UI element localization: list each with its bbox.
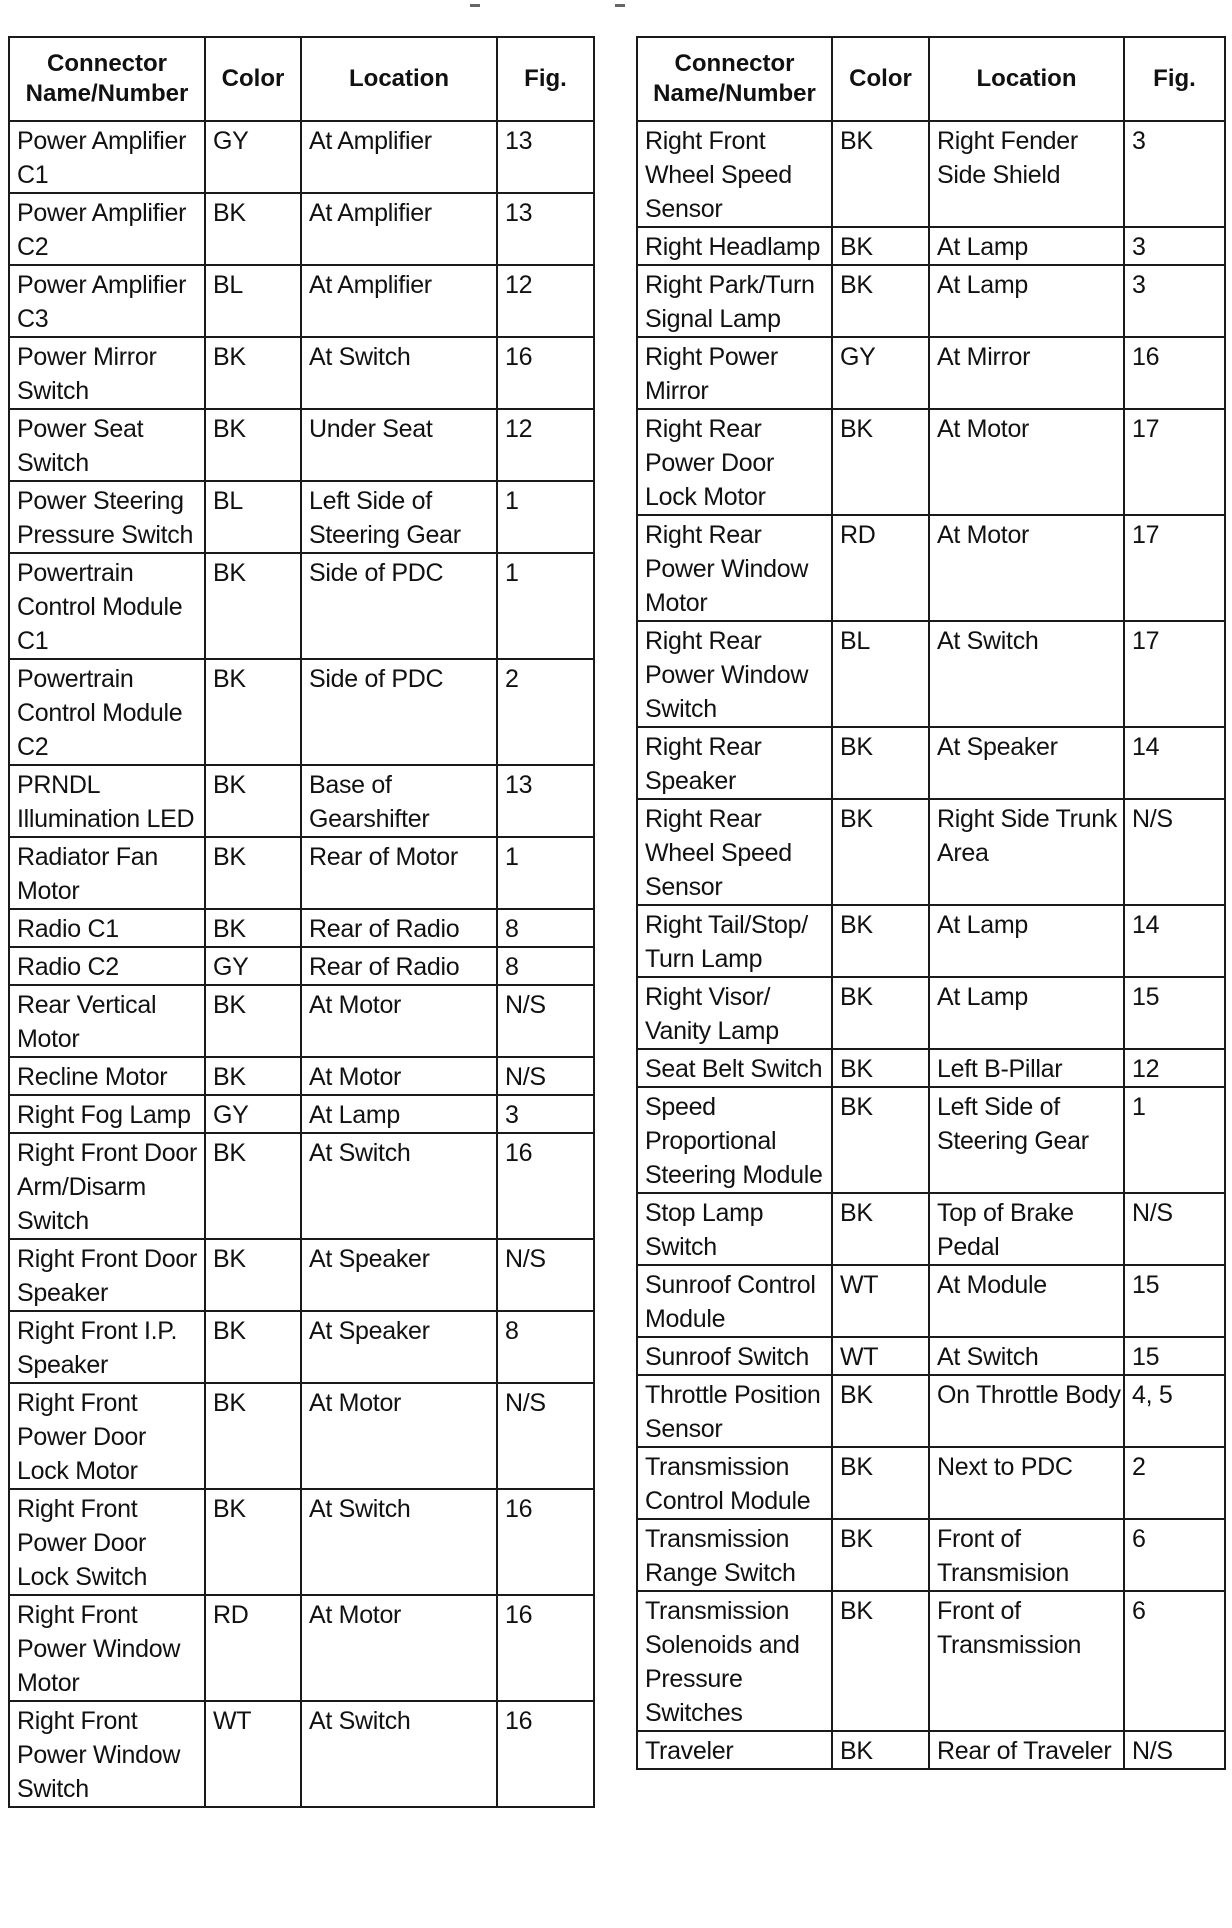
table-row — [9, 121, 594, 193]
cell-name: Right Front Power Window Switch — [9, 1701, 205, 1807]
cell-name: Right Rear Power Door Lock Motor — [637, 409, 832, 515]
cell-location: Rear of Radio — [301, 947, 497, 985]
cell-name: Stop Lamp Switch — [637, 1193, 832, 1265]
cell-fig: N/S — [1124, 1193, 1225, 1265]
cell-color: BK — [205, 985, 301, 1057]
cell-name: Power Amplifier C3 — [9, 265, 205, 337]
cell-name: Traveler — [637, 1731, 832, 1769]
table-row — [9, 481, 594, 553]
cell-fig: N/S — [497, 1383, 594, 1489]
cell-color: BK — [205, 553, 301, 659]
cell-name: Right Fog Lamp — [9, 1095, 205, 1133]
cell-fig: 15 — [1124, 977, 1225, 1049]
table-header-row — [637, 37, 1225, 121]
cell-fig: 3 — [1124, 265, 1225, 337]
cell-location: Side of PDC — [301, 659, 497, 765]
cell-location: At Lamp — [929, 227, 1124, 265]
table-row — [637, 1337, 1225, 1375]
table-row — [9, 1239, 594, 1311]
cell-fig: 2 — [1124, 1447, 1225, 1519]
header-fig: Fig. — [1124, 37, 1225, 121]
cell-fig: 14 — [1124, 905, 1225, 977]
table-row — [637, 1265, 1225, 1337]
table-row — [9, 765, 594, 837]
cell-name: Radiator Fan Motor — [9, 837, 205, 909]
header-name: Connector Name/Number — [637, 37, 832, 121]
cell-fig: 16 — [497, 1133, 594, 1239]
cell-color: BK — [205, 337, 301, 409]
cell-name: Sunroof Control Module — [637, 1265, 832, 1337]
cell-name: Right Front Power Window Motor — [9, 1595, 205, 1701]
cell-location: At Switch — [301, 1489, 497, 1595]
table-row — [637, 1375, 1225, 1447]
cell-color: WT — [832, 1265, 929, 1337]
cell-location: At Speaker — [929, 727, 1124, 799]
cell-name: Transmission Range Switch — [637, 1519, 832, 1591]
cell-location: At Speaker — [301, 1239, 497, 1311]
cell-fig: 1 — [497, 481, 594, 553]
cell-location: At Switch — [301, 1133, 497, 1239]
cell-location: At Amplifier — [301, 121, 497, 193]
cell-name: Power Mirror Switch — [9, 337, 205, 409]
cell-location: Under Seat — [301, 409, 497, 481]
table-row — [637, 905, 1225, 977]
table-row — [637, 1519, 1225, 1591]
cell-location: At Motor — [301, 1595, 497, 1701]
cell-color: BK — [832, 977, 929, 1049]
cell-color: BK — [832, 1049, 929, 1087]
cell-name: Power Seat Switch — [9, 409, 205, 481]
table-row — [637, 799, 1225, 905]
cell-fig: 3 — [1124, 121, 1225, 227]
cell-name: Right Rear Speaker — [637, 727, 832, 799]
cell-fig: 13 — [497, 121, 594, 193]
cell-location: Right Fender Side Shield — [929, 121, 1124, 227]
cell-name: Powertrain Control Module C1 — [9, 553, 205, 659]
cell-location: At Switch — [301, 337, 497, 409]
cell-fig: N/S — [497, 1239, 594, 1311]
table-row — [637, 265, 1225, 337]
cell-color: BL — [205, 265, 301, 337]
cell-name: Right Front Door Speaker — [9, 1239, 205, 1311]
cell-location: At Motor — [929, 515, 1124, 621]
cell-color: BL — [832, 621, 929, 727]
cell-color: BK — [832, 1591, 929, 1731]
cell-color: BK — [205, 409, 301, 481]
cell-name: Transmission Control Module — [637, 1447, 832, 1519]
cell-color: BK — [832, 799, 929, 905]
cell-color: BK — [205, 837, 301, 909]
cell-location: Next to PDC — [929, 1447, 1124, 1519]
cell-fig: 16 — [1124, 337, 1225, 409]
cell-location: At Speaker — [301, 1311, 497, 1383]
cell-name: Right Visor/ Vanity Lamp — [637, 977, 832, 1049]
cell-fig: 12 — [497, 409, 594, 481]
cell-color: BK — [832, 265, 929, 337]
table-row — [9, 947, 594, 985]
cell-fig: 3 — [1124, 227, 1225, 265]
cell-location: At Mirror — [929, 337, 1124, 409]
cell-fig: 8 — [497, 909, 594, 947]
cell-color: GY — [832, 337, 929, 409]
cell-color: RD — [205, 1595, 301, 1701]
cell-name: Powertrain Control Module C2 — [9, 659, 205, 765]
table-row — [637, 1447, 1225, 1519]
cell-color: BL — [205, 481, 301, 553]
table-row — [9, 985, 594, 1057]
cell-fig: 16 — [497, 337, 594, 409]
cell-location: Front of Transmision — [929, 1519, 1124, 1591]
cell-fig: 17 — [1124, 621, 1225, 727]
table-row — [9, 193, 594, 265]
cell-location: At Lamp — [929, 977, 1124, 1049]
cell-name: Right Rear Wheel Speed Sensor — [637, 799, 832, 905]
cell-color: BK — [832, 1731, 929, 1769]
cell-location: At Motor — [301, 985, 497, 1057]
table-row — [9, 1701, 594, 1807]
cell-location: Top of Brake Pedal — [929, 1193, 1124, 1265]
cell-color: BK — [205, 1057, 301, 1095]
table-row — [9, 1489, 594, 1595]
cell-location: Rear of Radio — [301, 909, 497, 947]
cell-location: On Throttle Body — [929, 1375, 1124, 1447]
cell-fig: 1 — [1124, 1087, 1225, 1193]
cell-color: BK — [205, 1133, 301, 1239]
cell-color: BK — [832, 121, 929, 227]
cell-color: BK — [832, 1519, 929, 1591]
cell-name: Right Front I.P. Speaker — [9, 1311, 205, 1383]
cell-name: Right Front Power Door Lock Switch — [9, 1489, 205, 1595]
header-name: Connector Name/Number — [9, 37, 205, 121]
cell-color: BK — [205, 1311, 301, 1383]
cell-location: At Motor — [301, 1383, 497, 1489]
cell-fig: 17 — [1124, 409, 1225, 515]
table-row — [9, 1595, 594, 1701]
cell-color: BK — [832, 227, 929, 265]
cell-location: At Amplifier — [301, 265, 497, 337]
cell-name: Sunroof Switch — [637, 1337, 832, 1375]
table-header-row — [9, 37, 594, 121]
cell-location: At Lamp — [929, 905, 1124, 977]
table-row — [637, 121, 1225, 227]
cell-fig: 12 — [1124, 1049, 1225, 1087]
cell-color: BK — [205, 1383, 301, 1489]
cell-color: BK — [205, 765, 301, 837]
cell-location: At Motor — [929, 409, 1124, 515]
connector-table-right — [636, 36, 1226, 1770]
table-body-right — [637, 121, 1225, 1769]
cell-color: BK — [832, 1193, 929, 1265]
cell-name: Right Power Mirror — [637, 337, 832, 409]
table-row — [9, 837, 594, 909]
connector-table-left — [8, 36, 595, 1808]
header-location: Location — [929, 37, 1124, 121]
cell-location: At Motor — [301, 1057, 497, 1095]
cell-fig: 13 — [497, 193, 594, 265]
cell-fig: 16 — [497, 1489, 594, 1595]
cell-location: Right Side Trunk Area — [929, 799, 1124, 905]
cell-name: Right Rear Power Window Switch — [637, 621, 832, 727]
cell-fig: 12 — [497, 265, 594, 337]
cell-location: At Switch — [929, 621, 1124, 727]
cell-color: BK — [205, 1489, 301, 1595]
cell-color: BK — [832, 727, 929, 799]
cell-name: PRNDL Illumination LED — [9, 765, 205, 837]
cell-color: BK — [205, 909, 301, 947]
table-row — [637, 515, 1225, 621]
cell-fig: 8 — [497, 947, 594, 985]
table-row — [9, 659, 594, 765]
cell-fig: 15 — [1124, 1337, 1225, 1375]
cell-location: At Lamp — [301, 1095, 497, 1133]
cell-fig: 14 — [1124, 727, 1225, 799]
cell-location: Base of Gearshifter — [301, 765, 497, 837]
cell-location: Left Side of Steering Gear — [301, 481, 497, 553]
cell-location: At Amplifier — [301, 193, 497, 265]
cell-location: At Switch — [929, 1337, 1124, 1375]
cell-fig: 1 — [497, 837, 594, 909]
cell-name: Radio C1 — [9, 909, 205, 947]
cell-name: Right Front Power Door Lock Motor — [9, 1383, 205, 1489]
table-row — [9, 409, 594, 481]
cell-name: Right Tail/Stop/ Turn Lamp — [637, 905, 832, 977]
table-row — [637, 621, 1225, 727]
header-color: Color — [205, 37, 301, 121]
header-color: Color — [832, 37, 929, 121]
table-row — [9, 1095, 594, 1133]
cell-name: Transmission Solenoids and Pressure Switches — [637, 1591, 832, 1731]
cell-color: GY — [205, 1095, 301, 1133]
cell-fig: 17 — [1124, 515, 1225, 621]
table-row — [637, 977, 1225, 1049]
cell-name: Right Headlamp — [637, 227, 832, 265]
table-row — [637, 1193, 1225, 1265]
table-row — [9, 1383, 594, 1489]
cell-name: Right Front Wheel Speed Sensor — [637, 121, 832, 227]
cell-name: Throttle Position Sensor — [637, 1375, 832, 1447]
page-mark — [615, 4, 625, 7]
cell-color: BK — [205, 659, 301, 765]
cell-name: Speed Proportional Steering Module — [637, 1087, 832, 1193]
cell-fig: 2 — [497, 659, 594, 765]
cell-color: BK — [832, 1087, 929, 1193]
cell-color: BK — [205, 193, 301, 265]
table-row — [637, 1591, 1225, 1731]
table-row — [9, 337, 594, 409]
cell-fig: 8 — [497, 1311, 594, 1383]
table-body-left — [9, 121, 594, 1807]
cell-color: RD — [832, 515, 929, 621]
cell-location: Front of Transmission — [929, 1591, 1124, 1731]
page-mark — [470, 4, 480, 7]
cell-color: BK — [832, 905, 929, 977]
cell-fig: 13 — [497, 765, 594, 837]
cell-fig: 1 — [497, 553, 594, 659]
table-row — [637, 227, 1225, 265]
cell-color: WT — [832, 1337, 929, 1375]
table-row — [9, 553, 594, 659]
cell-location: Side of PDC — [301, 553, 497, 659]
cell-location: Left B-Pillar — [929, 1049, 1124, 1087]
cell-fig: N/S — [1124, 799, 1225, 905]
cell-name: Seat Belt Switch — [637, 1049, 832, 1087]
table-row — [9, 1311, 594, 1383]
cell-name: Power Amplifier C2 — [9, 193, 205, 265]
table-row — [637, 1731, 1225, 1769]
cell-color: BK — [832, 409, 929, 515]
cell-name: Power Steering Pressure Switch — [9, 481, 205, 553]
table-row — [9, 265, 594, 337]
cell-name: Right Rear Power Window Motor — [637, 515, 832, 621]
cell-fig: 16 — [497, 1595, 594, 1701]
cell-color: GY — [205, 121, 301, 193]
table-row — [637, 337, 1225, 409]
cell-color: BK — [205, 1239, 301, 1311]
cell-fig: N/S — [1124, 1731, 1225, 1769]
cell-fig: 6 — [1124, 1591, 1225, 1731]
cell-fig: 6 — [1124, 1519, 1225, 1591]
table-row — [637, 727, 1225, 799]
cell-fig: 3 — [497, 1095, 594, 1133]
cell-fig: 4, 5 — [1124, 1375, 1225, 1447]
cell-location: Left Side of Steering Gear — [929, 1087, 1124, 1193]
cell-location: At Module — [929, 1265, 1124, 1337]
table-row — [637, 1049, 1225, 1087]
cell-name: Right Park/Turn Signal Lamp — [637, 265, 832, 337]
cell-location: Rear of Motor — [301, 837, 497, 909]
table-row — [9, 1057, 594, 1095]
cell-color: BK — [832, 1447, 929, 1519]
cell-name: Recline Motor — [9, 1057, 205, 1095]
cell-name: Power Amplifier C1 — [9, 121, 205, 193]
cell-location: Rear of Traveler — [929, 1731, 1124, 1769]
table-row — [637, 1087, 1225, 1193]
table-row — [9, 1133, 594, 1239]
cell-name: Radio C2 — [9, 947, 205, 985]
cell-color: WT — [205, 1701, 301, 1807]
cell-name: Rear Vertical Motor — [9, 985, 205, 1057]
cell-fig: 16 — [497, 1701, 594, 1807]
header-fig: Fig. — [497, 37, 594, 121]
table-row — [9, 909, 594, 947]
header-location: Location — [301, 37, 497, 121]
cell-fig: 15 — [1124, 1265, 1225, 1337]
cell-color: GY — [205, 947, 301, 985]
cell-fig: N/S — [497, 985, 594, 1057]
cell-fig: N/S — [497, 1057, 594, 1095]
cell-name: Right Front Door Arm/Disarm Switch — [9, 1133, 205, 1239]
cell-color: BK — [832, 1375, 929, 1447]
cell-location: At Switch — [301, 1701, 497, 1807]
cell-location: At Lamp — [929, 265, 1124, 337]
table-row — [637, 409, 1225, 515]
